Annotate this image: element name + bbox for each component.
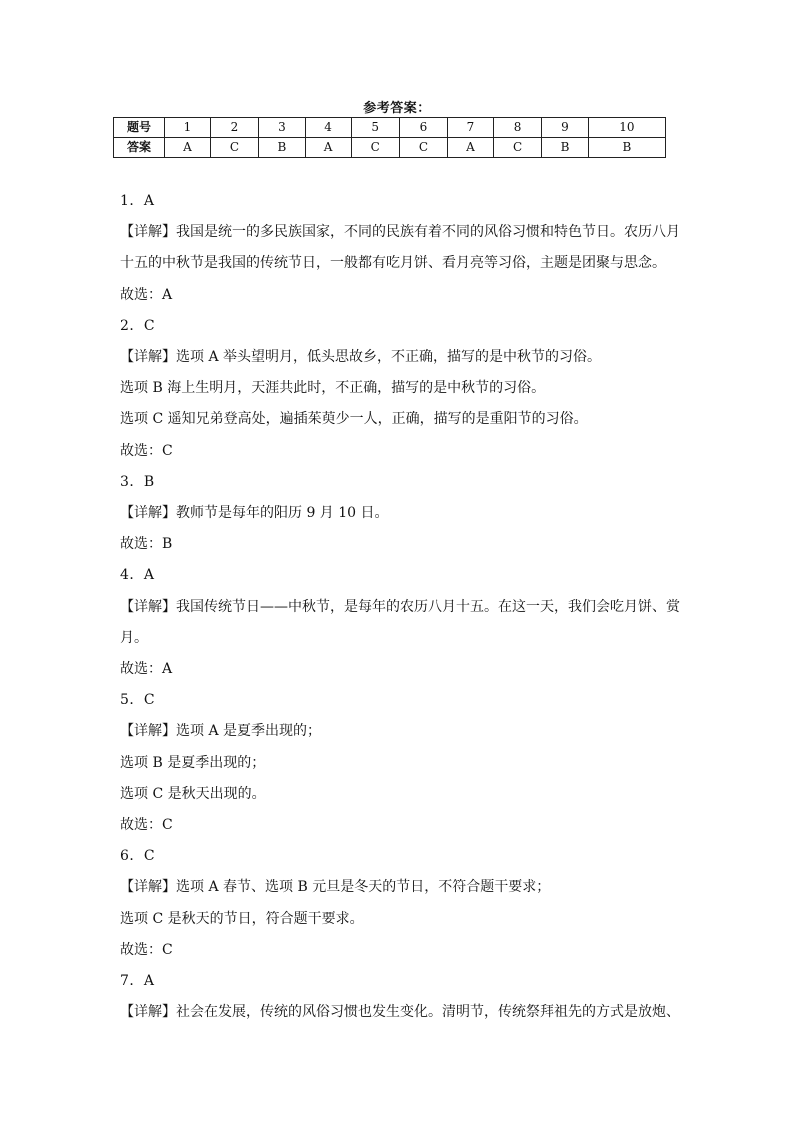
question-number-cell: 8 — [493, 118, 541, 138]
question-number-cell: 2 — [210, 118, 258, 138]
choice-line: 故选：A — [120, 661, 173, 678]
question-heading: 7．A — [120, 973, 155, 990]
question-number-cell: 10 — [588, 118, 665, 138]
answer-cell: C — [210, 138, 258, 158]
answer-cell: C — [493, 138, 541, 158]
choice-line: 故选：A — [120, 286, 173, 303]
question-number-cell: 6 — [399, 118, 447, 138]
question-number-cell: 1 — [165, 118, 211, 138]
explanation-line: 【详解】选项 A 举头望明月，低头思故乡，不正确，描写的是中秋节的习俗。 — [120, 349, 602, 366]
explanation-line: 【详解】社会在发展，传统的风俗习惯也发生变化。清明节，传统祭拜祖先的方式是放炮、 — [120, 1004, 680, 1021]
explanation-line: 月。 — [120, 629, 148, 646]
question-heading: 6．C — [120, 848, 156, 865]
answer-key-title: 参考答案： — [363, 101, 431, 116]
explanation-line: 选项 C 是秋天出现的。 — [120, 785, 266, 802]
answer-cell: B — [588, 138, 665, 158]
question-number-row — [114, 118, 666, 138]
question-number-cell: 9 — [542, 118, 589, 138]
answer-row — [114, 138, 666, 158]
explanation-line: 【详解】教师节是每年的阳历 9 月 10 日。 — [120, 505, 389, 522]
question-heading: 4．A — [120, 567, 155, 584]
choice-line: 故选：B — [120, 536, 173, 553]
answer-cell: B — [259, 138, 306, 158]
answer-cell: B — [542, 138, 589, 158]
answer-cell: A — [165, 138, 211, 158]
answer-cell: C — [399, 138, 447, 158]
explanation-line: 选项 B 海上生明月，天涯共此时，不正确，描写的是中秋节的习俗。 — [120, 380, 546, 397]
explanation-line: 选项 C 遥知兄弟登高处，遍插茱萸少一人，正确，描写的是重阳节的习俗。 — [120, 411, 588, 428]
question-heading: 3．B — [120, 473, 155, 490]
explanation-line: 【详解】我国是统一的多民族国家，不同的民族有着不同的风俗习惯和特色节日。农历八月 — [120, 224, 680, 241]
question-heading: 5．C — [120, 692, 156, 709]
explanation-line: 【详解】选项 A 春节、选项 B 元旦是冬天的节日，不符合题干要求； — [120, 879, 551, 896]
explanation-line: 选项 C 是秋天的节日，符合题干要求。 — [120, 910, 364, 927]
explanation-line: 选项 B 是夏季出现的； — [120, 754, 266, 771]
question-number-header: 题号 — [114, 118, 165, 138]
answer-header: 答案 — [114, 138, 165, 158]
question-heading: 2．C — [120, 317, 156, 334]
answer-cell: A — [305, 138, 351, 158]
choice-line: 故选：C — [120, 442, 173, 459]
answer-cell: A — [448, 138, 494, 158]
explanation-line: 【详解】我国传统节日——中秋节，是每年的农历八月十五。在这一天，我们会吃月饼、赏 — [120, 598, 680, 615]
choice-line: 故选：C — [120, 817, 173, 834]
explanation-line: 十五的中秋节是我国的传统节日，一般都有吃月饼、看月亮等习俗，主题是团聚与思念。 — [120, 255, 666, 272]
explanations — [120, 186, 680, 1028]
answer-cell: C — [351, 138, 399, 158]
explanation-line: 【详解】选项 A 是夏季出现的； — [120, 723, 322, 740]
question-number-cell: 3 — [259, 118, 306, 138]
question-number-cell: 7 — [448, 118, 494, 138]
question-number-cell: 4 — [305, 118, 351, 138]
question-heading: 1．A — [120, 193, 155, 209]
choice-line: 故选：C — [120, 941, 173, 958]
answer-key-table — [113, 117, 666, 158]
question-number-cell: 5 — [351, 118, 399, 138]
